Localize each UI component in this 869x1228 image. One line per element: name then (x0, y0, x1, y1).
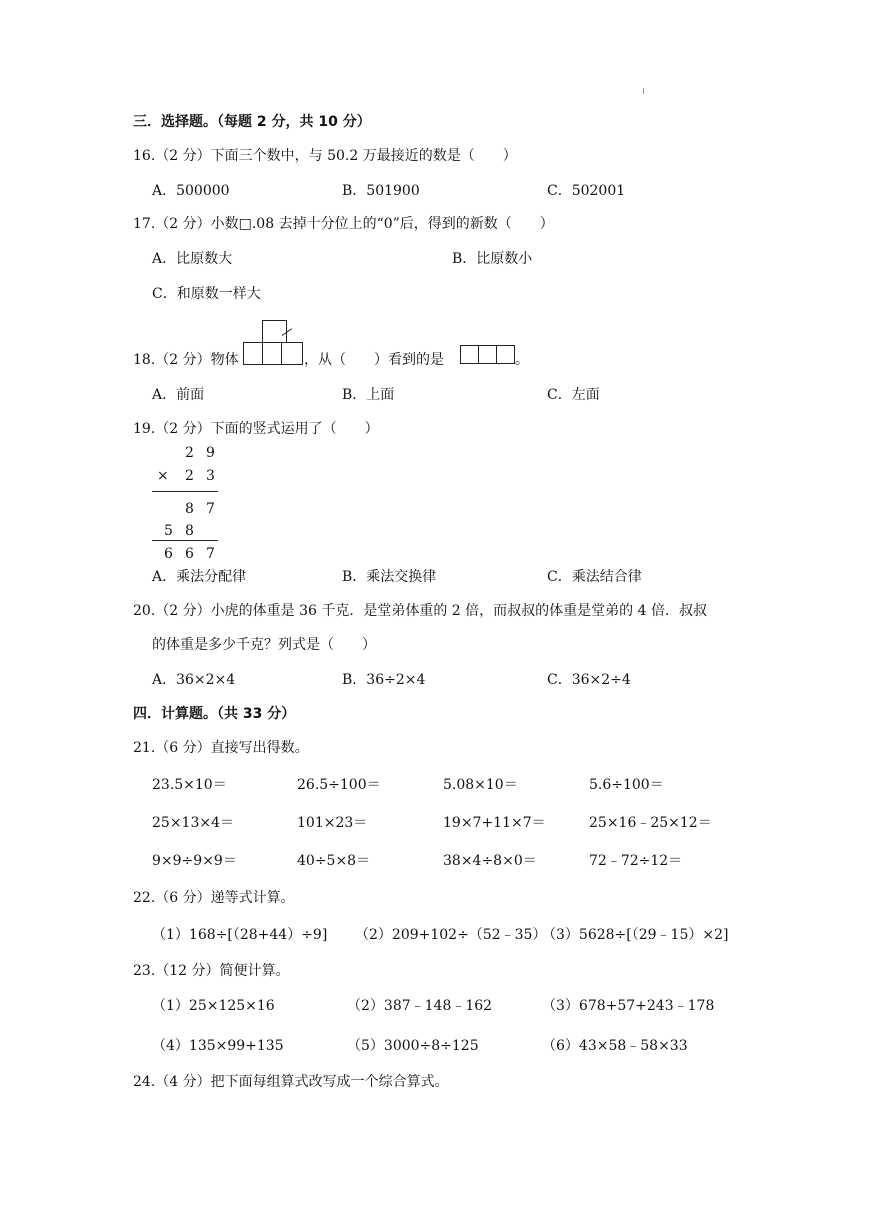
question-17-stem: 17.（2 分）小数□.08 去掉十分位上的“0”后，得到的新数（ ） (133, 216, 554, 232)
q21-item: 25×13×4＝ (152, 815, 234, 831)
q21-item: 19×7+11×7＝ (443, 815, 546, 831)
question-20-stem-line1: 20.（2 分）小虎的体重是 36 千克．是堂弟体重的 2 倍，而叔叔的体重是堂弟的 4 倍．叔叔 (133, 603, 707, 619)
q20-option-a: A．36×2×4 (152, 672, 236, 688)
q18-option-a: A．前面 (152, 387, 205, 403)
question-20-stem-line2: 的体重是多少千克？列式是（ ） (152, 637, 376, 653)
calc-times-sign: × (157, 468, 169, 484)
calc-digit: 6 (164, 546, 173, 562)
calc-digit: 6 (185, 546, 194, 562)
q18-option-b: B．上面 (342, 387, 395, 403)
q20-option-c: C．36×2÷4 (547, 672, 631, 688)
q21-item: 40÷5×8＝ (297, 853, 371, 869)
q23-item: （5）3000÷8÷125 (347, 1038, 479, 1054)
question-21-stem: 21.（6 分）直接写出得数。 (133, 740, 309, 756)
q18-option-c: C．左面 (547, 387, 600, 403)
q19-option-a: A．乘法分配律 (152, 569, 247, 585)
calc-digit: 9 (206, 445, 215, 461)
q16-option-a: A．500000 (152, 183, 230, 199)
q23-item: （6）43×58﹣58×33 (542, 1038, 688, 1054)
question-18-stem-pre: 18.（2 分）物体 (133, 352, 239, 368)
q23-item: （2）387﹣148﹣162 (347, 998, 493, 1014)
q19-option-c: C．乘法结合律 (547, 569, 642, 585)
question-19-stem: 19.（2 分）下面的竖式运用了（ ） (133, 421, 379, 437)
q21-item: 5.6÷100＝ (589, 777, 664, 793)
calc-digit: 8 (185, 501, 194, 517)
question-18-stem-end: 。 (515, 352, 529, 368)
q23-item: （3）678+57+243﹣178 (542, 998, 715, 1014)
q19-option-b: B．乘法交换律 (342, 569, 437, 585)
q22-item: （2）209+102÷（52﹣35） (355, 927, 547, 943)
calc-digit: 7 (206, 501, 215, 517)
calc-digit: 7 (206, 546, 215, 562)
question-23-stem: 23.（12 分）简便计算。 (133, 963, 290, 979)
section-3-title: 三．选择题。（每题 2 分，共 10 分） (133, 114, 371, 130)
q21-item: 101×23＝ (297, 815, 368, 831)
q21-item: 25×16﹣25×12＝ (589, 815, 712, 831)
q16-option-c: C．502001 (547, 183, 626, 199)
calc-digit: 3 (206, 468, 215, 484)
q21-item: 26.5÷100＝ (297, 777, 381, 793)
q16-option-b: B．501900 (342, 183, 420, 199)
q21-item: 23.5×10＝ (152, 777, 227, 793)
q22-item: （3）5628÷[（29﹣15）×2] (542, 927, 729, 943)
question-16-stem: 16.（2 分）下面三个数中，与 50.2 万最接近的数是（ ） (133, 148, 517, 164)
calc-digit: 5 (164, 523, 173, 539)
q17-option-c: C．和原数一样大 (152, 286, 261, 302)
calc-digit: 2 (185, 445, 194, 461)
q21-item: 72﹣72÷12＝ (589, 853, 683, 869)
calc-digit: 8 (185, 523, 194, 539)
q21-item: 5.08×10＝ (443, 777, 518, 793)
q23-item: （1）25×125×16 (152, 998, 275, 1014)
question-22-stem: 22.（6 分）递等式计算。 (133, 890, 295, 906)
q20-option-b: B．36÷2×4 (342, 672, 426, 688)
q22-item: （1）168÷[（28+44）÷9] (152, 927, 328, 943)
question-24-stem: 24.（4 分）把下面每组算式改写成一个综合算式。 (133, 1074, 449, 1090)
q21-item: 38×4÷8×0＝ (443, 853, 537, 869)
q23-item: （4）135×99+135 (152, 1038, 284, 1054)
section-4-title: 四．计算题。（共 33 分） (133, 706, 296, 722)
q17-option-b: B．比原数小 (452, 251, 533, 267)
question-18-stem-mid: ，从（ ）看到的是 (304, 352, 444, 368)
q21-item: 9×9÷9×9＝ (152, 853, 237, 869)
calc-digit: 2 (185, 468, 194, 484)
q17-option-a: A．比原数大 (152, 251, 233, 267)
page-corner-mark (643, 88, 644, 94)
